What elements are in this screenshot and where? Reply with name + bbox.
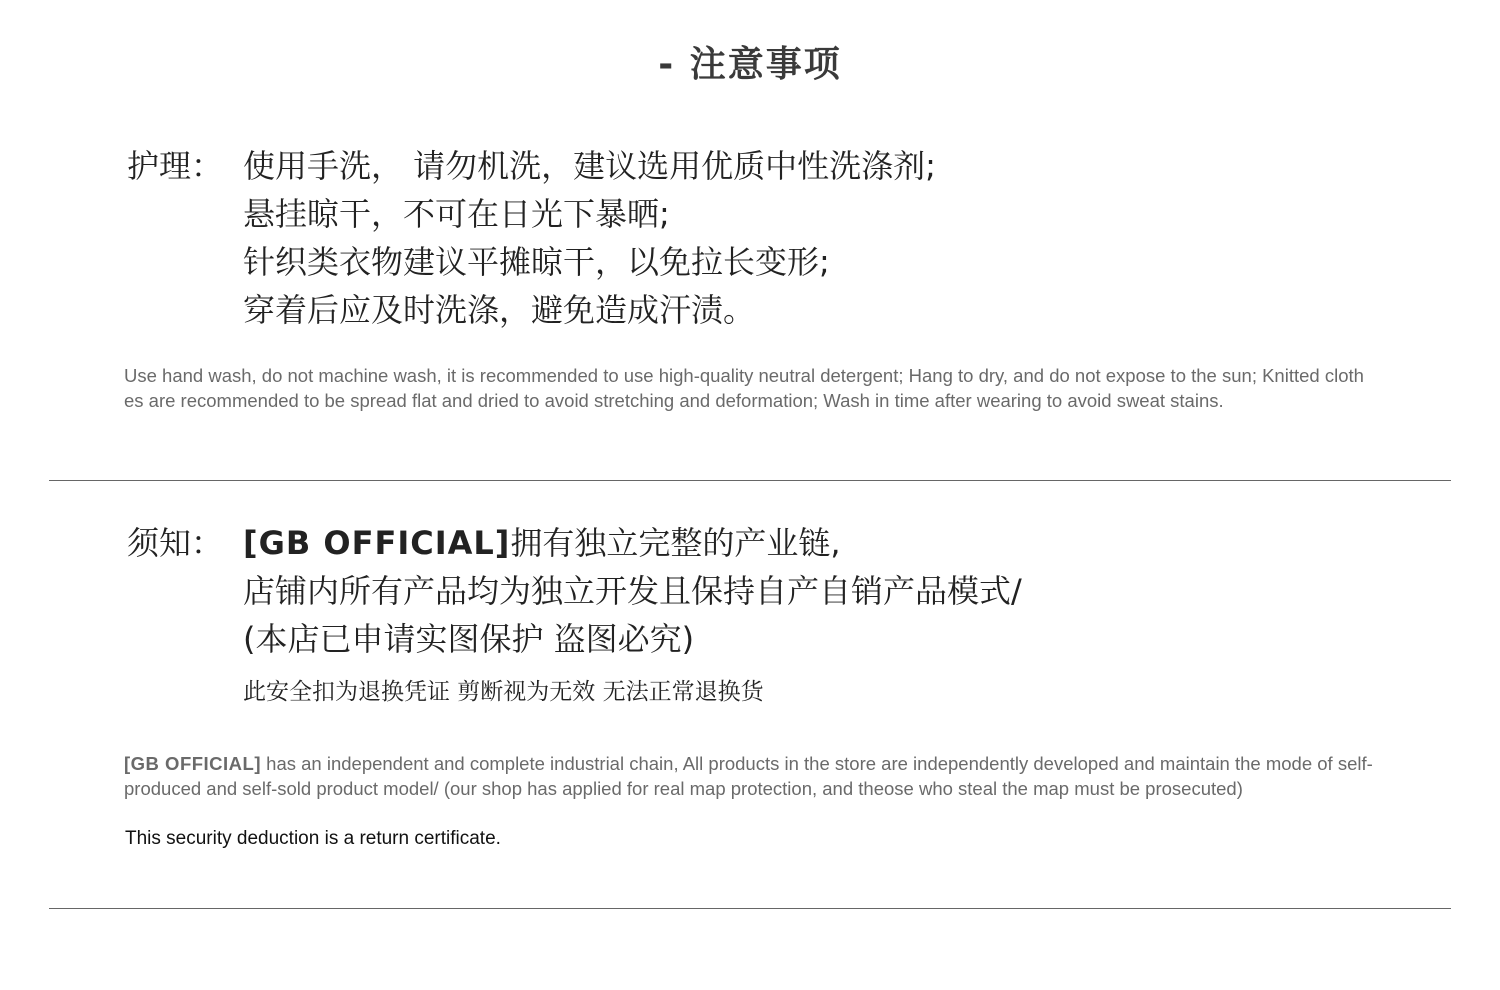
notice-text-3: (本店已申请实图保护 盗图必究) bbox=[243, 620, 695, 658]
divider-bottom bbox=[49, 908, 1451, 909]
notice-line-1 bbox=[127, 519, 1022, 567]
notice-label: 须知： bbox=[127, 524, 224, 562]
care-english-text: Use hand wash, do not machine wash, it is recommended to use high-quality neutral detergent; Hang to dry, and do not expose to the sun; Knitted clothes are recommended to be spread flat and dried to avoid stretching and deformation; Wash in time after wearing to avoid sweat stains. bbox=[124, 365, 1364, 411]
care-label: 护理： bbox=[127, 147, 224, 185]
notice-text-1: 拥有独立完整的产业链, bbox=[510, 524, 841, 562]
divider-top bbox=[49, 480, 1451, 481]
care-text-1: 使用手洗， 请勿机洗，建议选用优质中性洗涤剂; bbox=[243, 147, 936, 185]
care-line-4 bbox=[127, 286, 936, 334]
notice-english-text bbox=[124, 752, 1374, 801]
care-line-2 bbox=[127, 190, 936, 238]
care-line-1 bbox=[127, 142, 936, 190]
return-certificate-text: This security deduction is a return certificate. bbox=[125, 828, 501, 849]
notice-english-body: has an independent and complete industrial chain, All products in the store are independently developed and maintain the mode of self-produced and self-sold product model/ (our shop has applied for real map protection, and theose who steal the map must be prosecuted) bbox=[124, 753, 1373, 799]
notice-section bbox=[127, 519, 1022, 707]
care-line-3 bbox=[127, 238, 936, 286]
care-instructions bbox=[127, 142, 936, 334]
notice-line-3 bbox=[127, 615, 1022, 663]
section-title: - 注意事项 bbox=[658, 44, 842, 85]
care-text-4: 穿着后应及时洗涤，避免造成汗渍。 bbox=[243, 291, 756, 329]
care-text-3: 针织类衣物建议平摊晾干，以免拉长变形; bbox=[243, 243, 830, 281]
notice-sub-line bbox=[127, 677, 1022, 707]
brand-name: [GB OFFICIAL] bbox=[243, 524, 511, 562]
english-brand-name: [GB OFFICIAL] bbox=[124, 753, 262, 774]
notice-line-2 bbox=[127, 567, 1022, 615]
notice-sub-text: 此安全扣为退换凭证 剪断视为无效 无法正常退换货 bbox=[243, 679, 764, 705]
care-text-2: 悬挂晾干，不可在日光下暴晒; bbox=[243, 195, 670, 233]
notice-text-2: 店铺内所有产品均为独立开发且保持自产自销产品模式/ bbox=[243, 572, 1022, 610]
